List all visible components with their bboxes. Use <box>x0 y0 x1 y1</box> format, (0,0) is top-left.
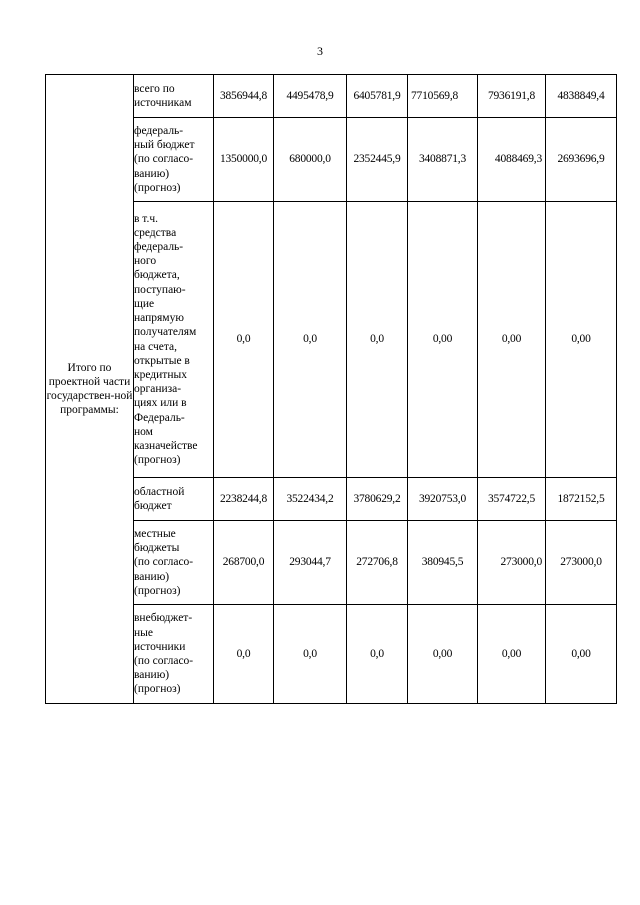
value-cell: 3856944,8 <box>214 75 274 118</box>
value-cell: 3408871,3 <box>408 118 478 202</box>
value-cell: 0,00 <box>408 202 478 478</box>
value-cell: 293044,7 <box>274 521 347 605</box>
row-label-federal-budget: федераль- ный бюджет (по согласо- ванию) (прогноз) <box>134 118 214 202</box>
value-cell: 0,00 <box>546 605 617 704</box>
value-cell: 273000,0 <box>546 521 617 605</box>
value-cell: 0,00 <box>408 605 478 704</box>
row-label-total: всего по источникам <box>134 75 214 118</box>
value-cell: 3522434,2 <box>274 478 347 521</box>
value-cell: 0,0 <box>214 605 274 704</box>
value-cell: 0,0 <box>347 605 408 704</box>
row-label-local-budgets: местные бюджеты (по согласо- ванию) (прогноз) <box>134 521 214 605</box>
group-label: Итого по проектной части государствен-ной программы: <box>46 361 133 417</box>
value-cell: 0,00 <box>478 202 546 478</box>
page-number: 3 <box>317 44 323 58</box>
value-cell: 0,00 <box>546 202 617 478</box>
budget-table <box>45 74 617 704</box>
row-label-regional-budget: областной бюджет <box>134 478 214 521</box>
table-row <box>46 75 617 118</box>
value-cell: 273000,0 <box>478 521 546 605</box>
value-cell: 2238244,8 <box>214 478 274 521</box>
value-cell: 4088469,3 <box>478 118 546 202</box>
value-cell: 2352445,9 <box>347 118 408 202</box>
value-cell: 4838849,4 <box>546 75 617 118</box>
value-cell: 7936191,8 <box>478 75 546 118</box>
value-cell: 6405781,9 <box>347 75 408 118</box>
value-cell: 3920753,0 <box>408 478 478 521</box>
value-cell: 3780629,2 <box>347 478 408 521</box>
value-cell: 3574722,5 <box>478 478 546 521</box>
value-cell: 1350000,0 <box>214 118 274 202</box>
value-cell: 4495478,9 <box>274 75 347 118</box>
value-cell: 680000,0 <box>274 118 347 202</box>
value-cell: 7710569,8 <box>408 75 478 118</box>
value-cell: 380945,5 <box>408 521 478 605</box>
row-label-extrabudgetary: внебюджет- ные источники (по согласо- ванию) (прогноз) <box>134 605 214 704</box>
value-cell: 2693696,9 <box>546 118 617 202</box>
value-cell: 0,0 <box>274 202 347 478</box>
value-cell: 268700,0 <box>214 521 274 605</box>
value-cell: 0,00 <box>478 605 546 704</box>
value-cell: 0,0 <box>214 202 274 478</box>
value-cell: 0,0 <box>274 605 347 704</box>
value-cell: 1872152,5 <box>546 478 617 521</box>
value-cell: 0,0 <box>347 202 408 478</box>
value-cell: 272706,8 <box>347 521 408 605</box>
group-label-cell <box>46 75 134 704</box>
row-label-federal-direct: в т.ч. средства федераль- ного бюджета, поступаю- щие напрямую получателям на счета, открытые в кредитных организа- циях или в Федераль- ном казначействе (прогноз) <box>134 202 214 478</box>
